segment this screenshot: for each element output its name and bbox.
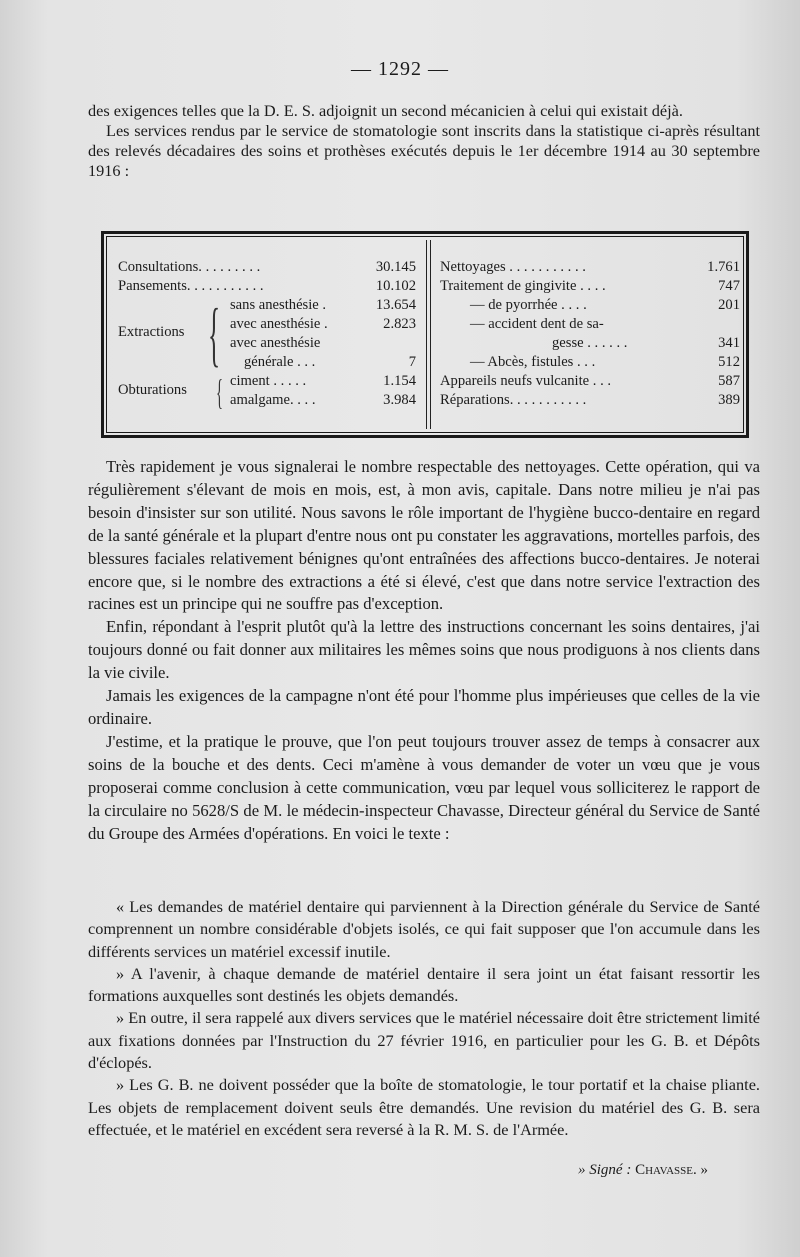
row-value: 2.823 — [383, 316, 416, 332]
table-row — [440, 315, 740, 334]
row-label: générale . . . — [244, 354, 316, 370]
table-row-extraction — [118, 315, 416, 334]
circular-quote — [88, 896, 760, 1141]
group-label-obturations: Obturations — [118, 382, 187, 398]
quote-paragraph-4: » Les G. B. ne doivent posséder que la boîte de stomatologie, le tour portatif et la chaise pliante. Les objets de remplacement doivent seuls être demandés. Une revision du matériel des G. B. sera effectuée, et le matériel en excédent sera reversé à la R. M. S. de l'Armée. — [88, 1075, 760, 1139]
table-right-column — [440, 258, 740, 410]
signature — [578, 1160, 708, 1180]
body-paragraph-3: Jamais les exigences de la campagne n'ont été pour l'homme plus impérieuses que celles de la vie ordinaire. — [88, 686, 760, 728]
row-label: Réparations. . . . . . . . . . . — [440, 392, 587, 408]
brace-glyph: { — [216, 372, 223, 412]
table-left-column — [118, 258, 416, 410]
row-label: gesse . . . . . . — [552, 335, 628, 351]
table-row-extraction — [118, 334, 416, 353]
row-label: avec anesthésie . — [230, 316, 328, 332]
row-value: 587 — [718, 373, 740, 389]
table-row-extraction — [118, 353, 416, 372]
row-label: Consultations. . . . . . . . . — [118, 259, 261, 275]
row-value: 747 — [718, 278, 740, 294]
intro-paragraph-1: des exigences telles que la D. E. S. adjoignit un second mécanicien à celui qui existait déjà. — [88, 101, 683, 120]
table-row-extraction — [118, 296, 416, 315]
table-row — [440, 391, 740, 410]
row-value: 512 — [718, 354, 740, 370]
signed-suffix: » — [700, 1162, 708, 1178]
statistics-table — [101, 231, 749, 438]
intro-paragraph-2: Les services rendus par le service de stomatologie sont inscrits dans la statistique ci-après résultant des relevés décadaires des soins et prothèses exécutés depuis le 1er décembre 1914 au 30 septembre 1916 : — [88, 121, 760, 180]
table-row-consultations — [118, 258, 416, 277]
quote-paragraph-2: » A l'avenir, à chaque demande de matériel dentaire il sera joint un état faisant ressortir les formations auxquelles sont destinés les objets demandés. — [88, 963, 760, 1006]
table-row — [440, 353, 740, 372]
row-value: 3.984 — [383, 392, 416, 408]
table-row — [440, 334, 740, 353]
signed-name: Chavasse. — [635, 1162, 697, 1178]
row-label: Appareils neufs vulcanite . . . — [440, 373, 612, 389]
table-row — [440, 372, 740, 391]
body-paragraph-1: Très rapidement je vous signalerai le nombre respectable des nettoyages. Cette opération, qui va régulièrement s'élevant de mois en mois, est, à mon avis, capitale. Dans notre milieu je n'ai pas besoin d'insister sur son utilité. Nous savons le rôle important de l'hygiène bucco-dentaire en regard de la santé générale et la plupart d'entre nous ont pu constater les aggravations, mortelles parfois, des blessures faciales relativement bénignes qu'ont entraînées des affections bucco-dentaires. Je noterai encore que, si le nombre des extractions a été si élevé, c'est que dans notre service l'extraction des racines est un principe qui ne souffre pas d'exception. — [88, 457, 760, 614]
table-row — [440, 258, 740, 277]
row-label: avec anesthésie — [230, 335, 321, 351]
row-value: 1.154 — [383, 373, 416, 389]
body-paragraph-4: J'estime, et la pratique le prouve, que l'on peut toujours trouver assez de temps à consacrer aux soins de la bouche et des dents. Ceci m'amène à vous demander de voter un vœu que je vous proposerai comme conclusion à cette communication, vœu par lequel vous solliciterez le rapport de la circulaire no 5628/S de M. le médecin-inspecteur Chavasse, Directeur général du Service de Santé du Groupe des Armées d'opérations. En voici le texte : — [88, 731, 760, 843]
row-value: 1.761 — [707, 259, 740, 275]
row-label: Pansements. . . . . . . . . . . — [118, 278, 264, 294]
table-row — [440, 296, 740, 315]
body-paragraph-2: Enfin, répondant à l'esprit plutôt qu'à la lettre des instructions concernant les soins dentaires, j'ai toujours donné ou fait donner aux militaires les mêmes soins que nous prodiguons à nos clients dans la vie civile. — [88, 617, 760, 683]
row-value: 7 — [408, 354, 416, 370]
row-value: 13.654 — [375, 297, 416, 313]
row-label: amalgame. . . . — [230, 392, 316, 408]
intro-section — [88, 101, 760, 181]
row-value: 341 — [718, 335, 740, 351]
page-number: — 1292 — — [351, 58, 449, 80]
row-value: 389 — [718, 392, 740, 408]
group-label-extractions: Extractions — [118, 324, 185, 340]
row-label: — Abcès, fistules . . . — [470, 354, 596, 370]
brace-glyph: { — [208, 294, 221, 374]
row-value: 30.145 — [375, 259, 416, 275]
row-value: 10.102 — [375, 278, 416, 294]
table-row-obturation — [118, 372, 416, 391]
signed-prefix: » Signé : — [578, 1162, 632, 1178]
row-value: 201 — [718, 297, 740, 313]
obturations-group — [118, 372, 416, 410]
row-label: — de pyorrhée . . . . — [470, 297, 587, 313]
row-label: sans anesthésie . — [230, 297, 327, 313]
table-row-obturation — [118, 391, 416, 410]
body-section — [88, 456, 760, 845]
quote-paragraph-1: « Les demandes de matériel dentaire qui parviennent à la Direction générale du Service de Santé comprennent un nombre considérable d'objets isolés, ce qui fait supposer que l'on accumule dans les différents services un matériel excessif inutile. — [88, 897, 760, 961]
table-row — [440, 277, 740, 296]
quote-paragraph-3: » En outre, il sera rappelé aux divers services que le matériel nécessaire doit être strictement limité aux fixations données par l'Instruction du 27 février 1916, en particulier pour les G. B. et Dépôts d'éclopés. — [88, 1008, 760, 1073]
row-label: Traitement de gingivite . . . . — [440, 278, 606, 294]
extractions-group — [118, 296, 416, 372]
row-label: Nettoyages . . . . . . . . . . . — [440, 259, 586, 275]
table-row-pansements — [118, 277, 416, 296]
row-label: — accident dent de sa- — [470, 316, 604, 332]
row-label: ciment . . . . . — [230, 373, 307, 389]
